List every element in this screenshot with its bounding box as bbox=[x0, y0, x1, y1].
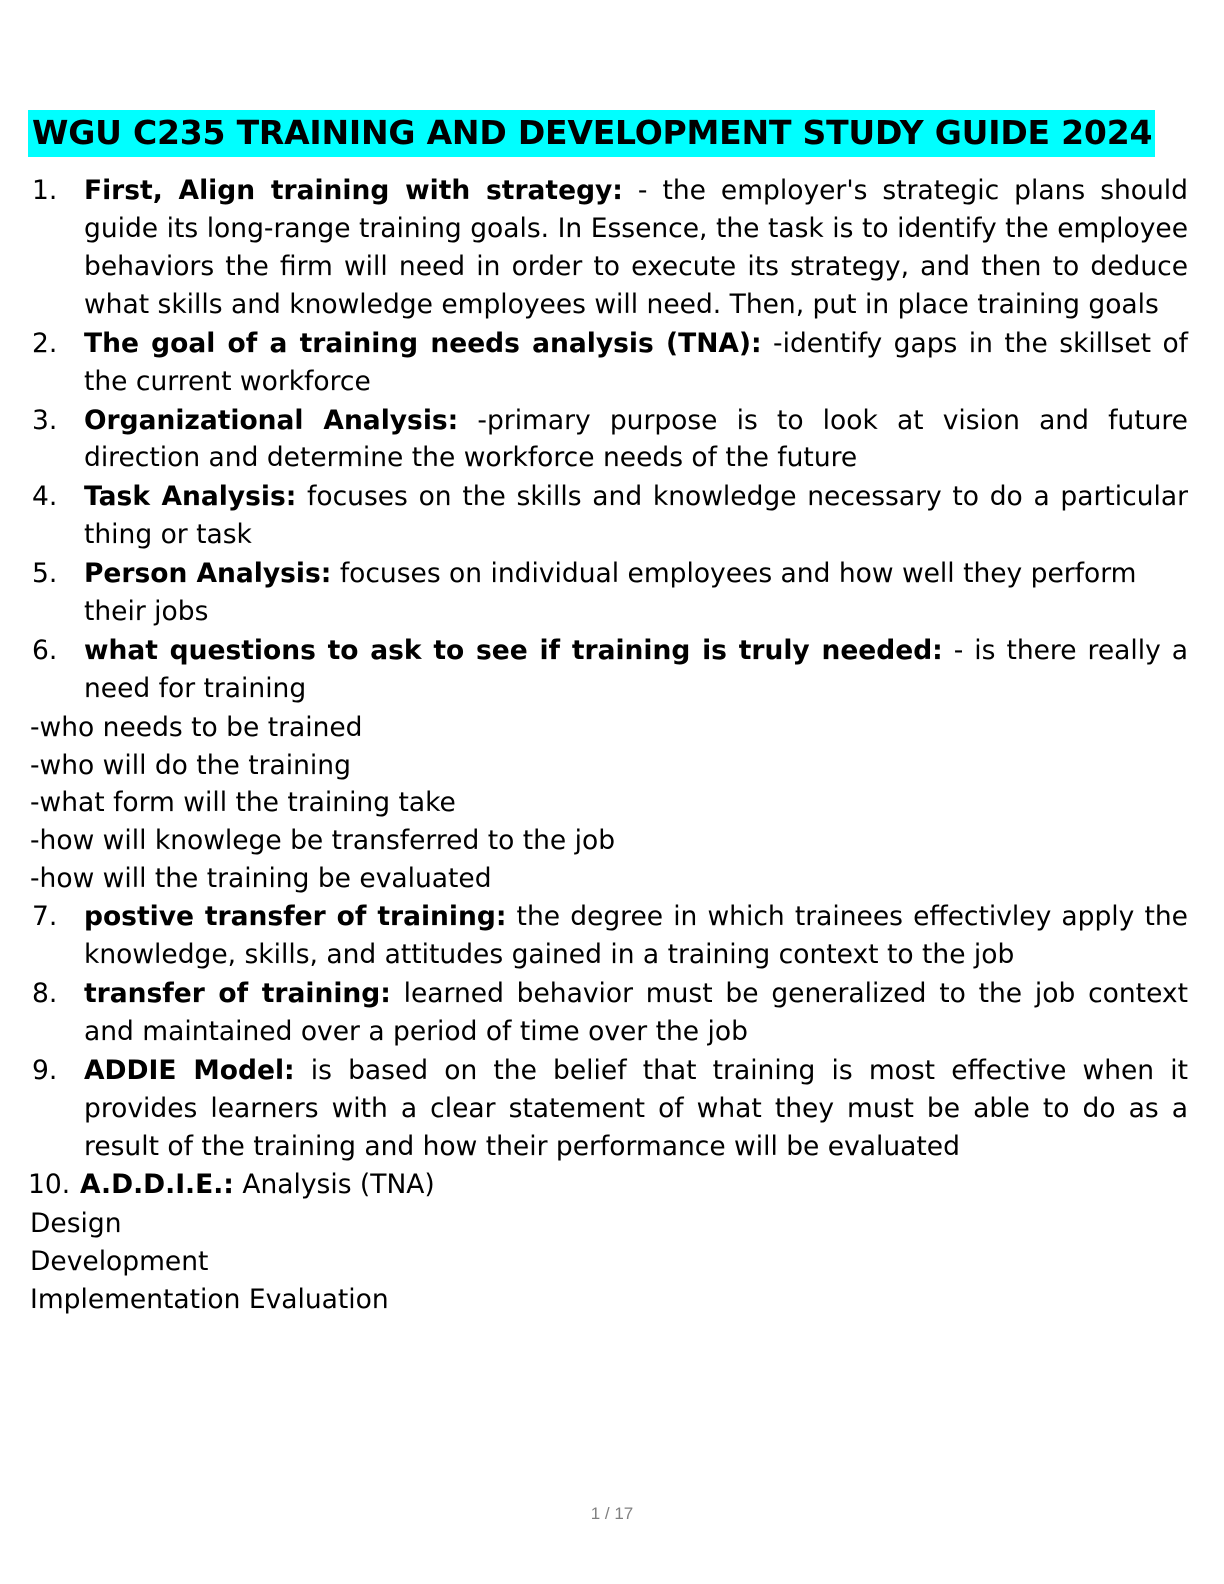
list-item-body: Analysis (TNA) bbox=[233, 1169, 435, 1201]
list-item bbox=[28, 632, 1188, 708]
list-item bbox=[28, 402, 1188, 478]
list-item-body: focuses on the skills and knowledge necessary to do a particular thing or task bbox=[84, 481, 1188, 551]
list-item-number: 2. bbox=[32, 327, 58, 359]
tail-line: Design bbox=[30, 1208, 122, 1240]
list-item bbox=[28, 172, 1188, 324]
list-item-term: Person Analysis: bbox=[84, 558, 332, 590]
list-item-term: Task Analysis: bbox=[84, 481, 297, 513]
list-item-number: 3. bbox=[32, 404, 58, 436]
list-item bbox=[28, 325, 1188, 401]
sub-line: -what form will the training take bbox=[30, 787, 456, 819]
list-item-body: - is there really a need for training bbox=[84, 634, 1188, 704]
list-item-term: postive transfer of training: bbox=[84, 901, 507, 933]
sub-line: -who needs to be trained bbox=[30, 711, 363, 743]
list-item-term: The goal of a training needs analysis (TNA): bbox=[84, 327, 762, 359]
list-item-term: A.D.D.I.E.: bbox=[80, 1169, 234, 1201]
list-item bbox=[28, 975, 1188, 1051]
page-title-highlight: WGU C235 TRAINING AND DEVELOPMENT STUDY GUIDE 2024 bbox=[28, 110, 1155, 157]
list-item-body: is based on the belief that training is most effective when it provides learners with a clear statement of what they must be able to do as a result of the training and how their performance will be evaluated bbox=[84, 1054, 1188, 1162]
sub-line: -who will do the training bbox=[30, 749, 351, 781]
list-item-number: 9. bbox=[32, 1054, 58, 1086]
list-item-body: learned behavior must be generalized to the job context and maintained over a period of time over the job bbox=[84, 977, 1188, 1047]
list-item-term: what questions to ask to see if training is truly needed: bbox=[84, 634, 943, 666]
page-footer bbox=[0, 1504, 1224, 1524]
list-item bbox=[28, 898, 1188, 974]
list-item-term: Organizational Analysis: bbox=[84, 404, 459, 436]
tail-line: Implementation Evaluation bbox=[30, 1284, 389, 1316]
list-item-body: focuses on individual employees and how well they perform their jobs bbox=[84, 558, 1137, 628]
list-item-number: 1. bbox=[32, 175, 58, 207]
question-sub-lines bbox=[28, 709, 1188, 898]
list-item-number: 5. bbox=[32, 558, 58, 590]
list-item-number: 6. bbox=[32, 634, 58, 666]
page-title bbox=[28, 112, 1188, 154]
list-item bbox=[28, 555, 1188, 631]
tail-line: Development bbox=[30, 1246, 209, 1278]
list-item bbox=[28, 1052, 1188, 1166]
list-item-body: -identify gaps in the skillset of the current workforce bbox=[84, 327, 1189, 397]
list-item-term: First, Align training with strategy: bbox=[84, 175, 623, 207]
list-item-term: ADDIE Model: bbox=[84, 1054, 295, 1086]
list-item-term: transfer of training: bbox=[84, 977, 391, 1009]
sub-line: -how will knowlege be transferred to the job bbox=[30, 825, 616, 857]
sub-line: -how will the training be evaluated bbox=[30, 863, 492, 895]
list-item bbox=[28, 478, 1188, 554]
list-item-body: -primary purpose is to look at vision and future direction and determine the workforce needs of the future bbox=[84, 404, 1188, 474]
list-item-number: 7. bbox=[32, 901, 58, 933]
document-content bbox=[28, 112, 1188, 1319]
numbered-notes-list-part1 bbox=[28, 172, 1188, 707]
list-item-body: - the employer's strategic plans should guide its long-range training goals. In Essence, the task is to identify the employee behaviors the firm will need in order to execute its strategy, and then to deduce what skills and knowledge employees will need. Then, put in place training goals bbox=[84, 175, 1188, 320]
list-item-body: the degree in which trainees effectivley apply the knowledge, skills, and attitudes gained in a training context to the job bbox=[84, 901, 1188, 971]
list-item-number: 8. bbox=[32, 977, 58, 1009]
list-item-number: 4. bbox=[32, 481, 58, 513]
addie-tail-lines bbox=[28, 1205, 1188, 1319]
list-item bbox=[28, 1166, 1188, 1204]
page-indicator: 1 / 17 bbox=[590, 1504, 634, 1523]
list-item-number: 10. bbox=[28, 1169, 71, 1201]
numbered-notes-list-part2 bbox=[28, 898, 1188, 1204]
